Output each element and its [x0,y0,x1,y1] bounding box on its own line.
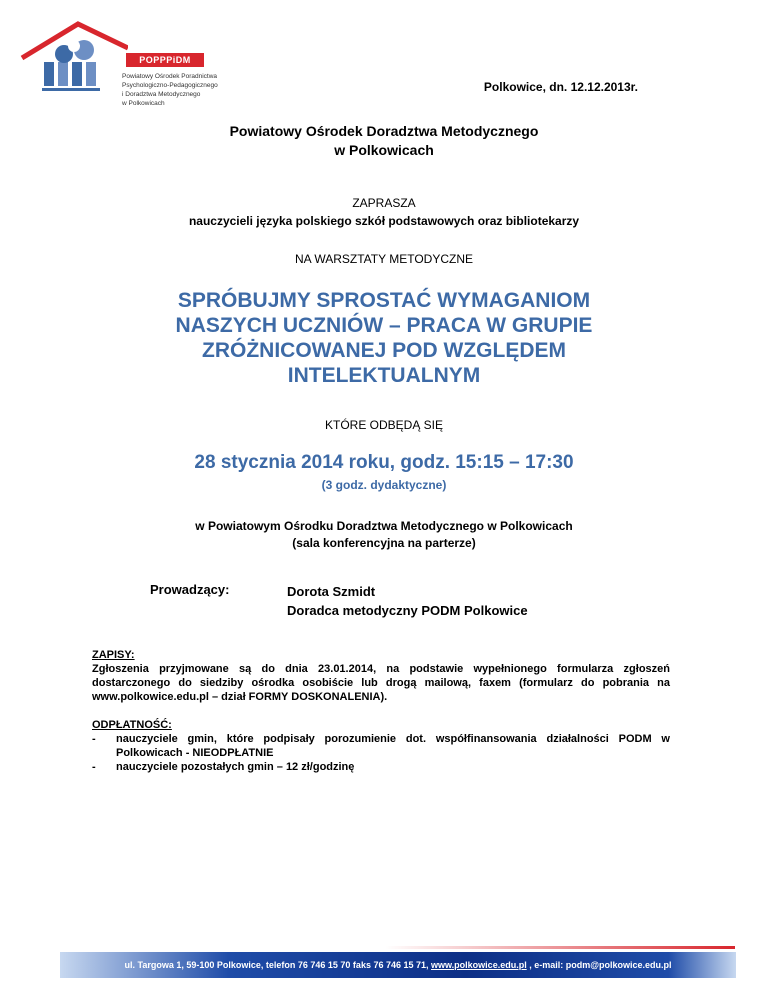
footer-contact-bar [60,952,736,978]
title-line: ZRÓŻNICOWANEJ POD WZGLĘDEM [202,339,566,362]
title-line: SPRÓBUJMY SPROSTAĆ WYMAGANIOM [177,289,591,312]
footer-accent [385,946,735,949]
fee-item [92,760,670,774]
logo-line: Powiatowy Ośrodek Poradnictwa [122,73,218,80]
fees-heading: ODPŁATNOŚĆ: [92,719,172,731]
institution-logo [18,18,258,107]
event-location [0,518,768,552]
document-date: Polkowice, dn. 12.12.2013r. [483,80,638,94]
audience-text: nauczycieli języka polskiego szkół podstawowych oraz bibliotekarzy [188,214,580,228]
location-line: w Powiatowym Ośrodku Doradztwa Metodycznego w Polkowicach [195,519,573,533]
lead-info [287,582,528,620]
workshop-type: NA WARSZTATY METODYCZNE [294,252,473,266]
logo-line: Psychologiczno-Pedagogicznego [122,82,218,89]
footer-address: ul. Targowa 1, 59-100 Polkowice, telefon 76 746 15 70 faks 76 746 15 71, [124,960,432,970]
logo-line: w Polkowicach [122,100,165,107]
logo-mark-icon [18,18,128,102]
lead-label: Prowadzący: [150,582,230,597]
teaching-hours: (3 godz. dydaktyczne) [321,478,447,492]
lead-role: Doradca metodyczny PODM Polkowice [287,603,528,618]
organizer-title [0,122,768,160]
logo-text [122,72,218,108]
event-date-time: 28 stycznia 2014 roku, godz. 15:15 – 17:30 [194,452,574,473]
registration-section [92,648,670,704]
logo-line: i Doradztwa Metodycznego [122,91,201,98]
bullet-dash: - [92,761,96,773]
website-link[interactable]: www.polkowice.edu.pl [431,960,527,970]
title-line: NASZYCH UCZNIÓW – PRACA W GRUPIE [175,314,593,337]
logo-band: POPPPiDM [126,53,204,67]
invites-text: ZAPRASZA [352,196,416,210]
bullet-dash: - [92,733,96,745]
fee-text: nauczyciele pozostałych gmin – 12 zł/godzinę [116,761,355,773]
workshop-title [0,288,768,388]
lead-name: Dorota Szmidt [287,584,376,599]
fee-item [92,732,670,760]
fee-text: nauczyciele gmin, które podpisały porozumienie dot. współfinansowania działalności PODM w Polkowicach - NIEODPŁATNIE [116,733,670,759]
organizer-line: Powiatowy Ośrodek Doradztwa Metodycznego [229,123,539,139]
location-line: (sala konferencyjna na parterze) [292,536,476,550]
will-take-place-text: KTÓRE ODBĘDĄ SIĘ [324,418,444,432]
organizer-line: w Polkowicach [334,142,434,158]
fees-section [92,718,670,774]
registration-text: Zgłoszenia przyjmowane są do dnia 23.01.2014, na podstawie wypełnionego formularza zgłoszeń dostarczonego do siedziby ośrodka osobiście lub drogą mailową, faxem (formularz do pobrania na www.polkowice.edu.pl – dział FORMY DOSKONALENIA). [92,663,670,703]
footer-email[interactable]: , e-mail: podm@polkowice.edu.pl [526,960,672,970]
title-line: INTELEKTUALNYM [287,364,481,387]
registration-heading: ZAPISY: [92,649,135,661]
